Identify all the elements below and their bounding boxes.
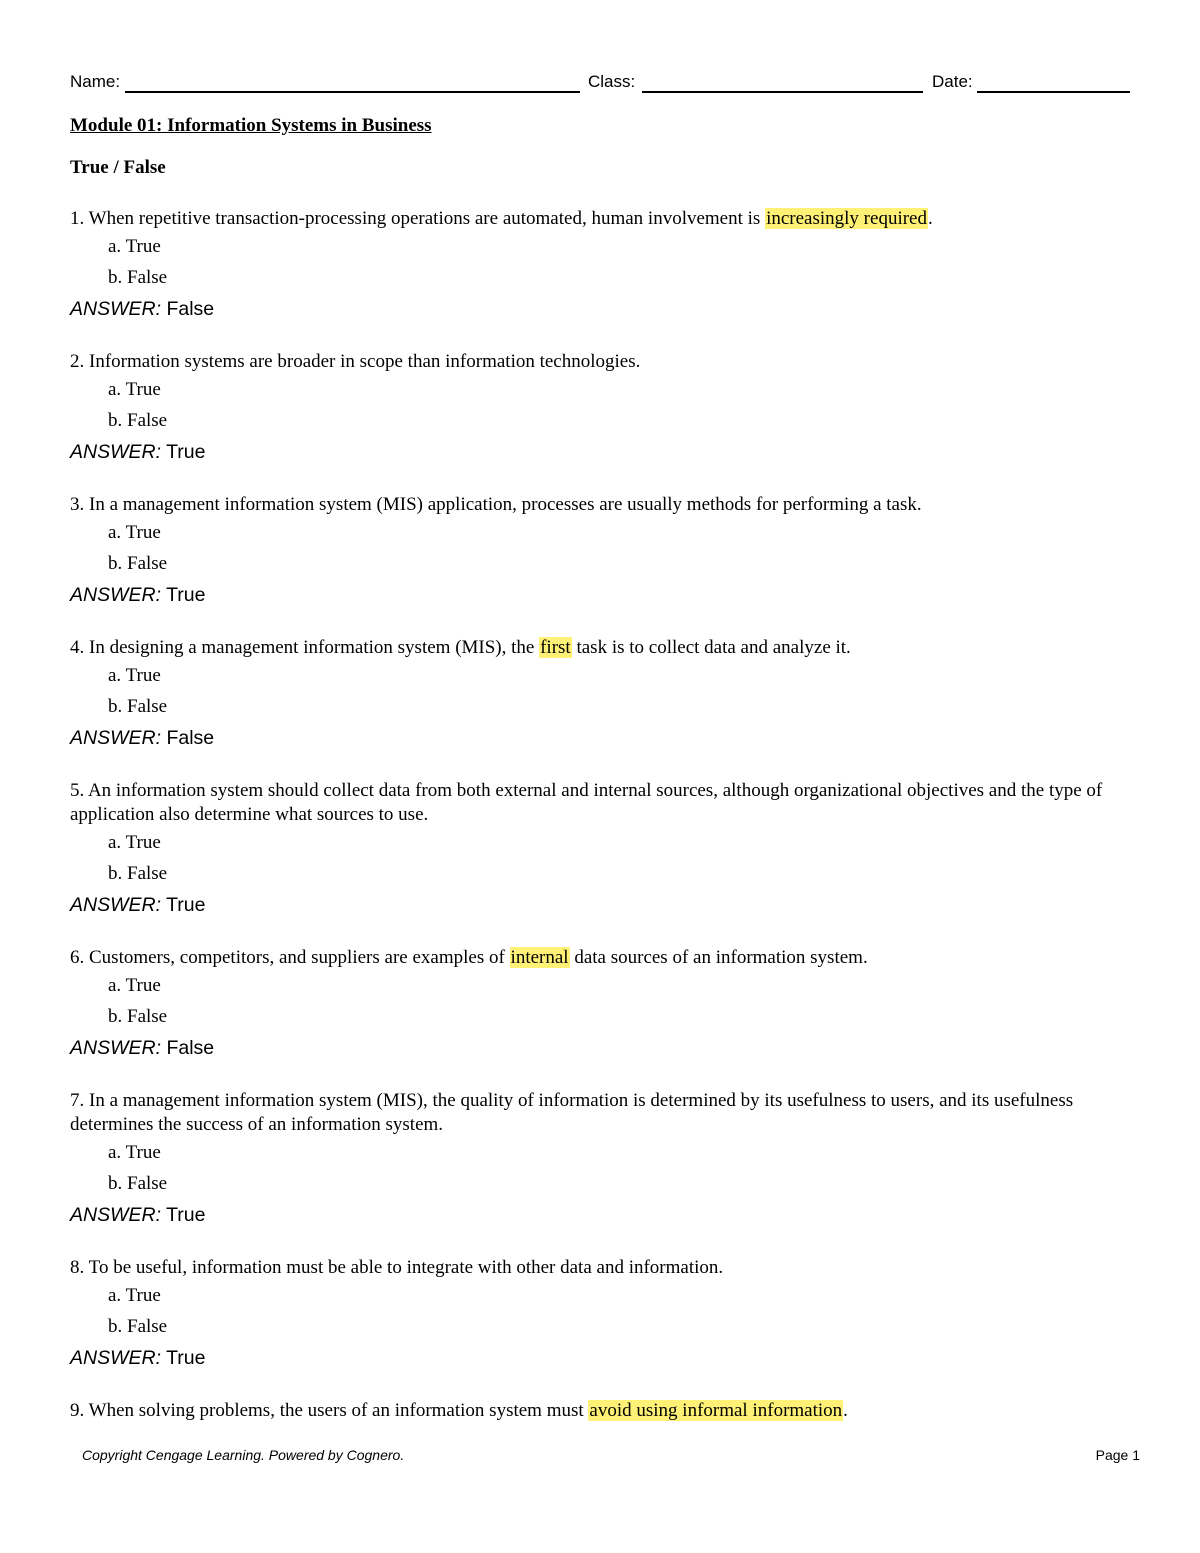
- highlighted-text: internal: [510, 947, 569, 968]
- highlighted-text: avoid using informal information: [589, 1400, 843, 1421]
- name-label: Name:: [70, 72, 121, 91]
- answer-options: [70, 231, 1140, 293]
- option-false: b. False: [108, 1173, 168, 1194]
- answer-options: [70, 827, 1140, 889]
- answer-label: ANSWER:: [70, 1347, 162, 1369]
- option-true: a. True: [108, 665, 161, 686]
- question-text: [70, 1089, 1140, 1137]
- section-title: True / False: [70, 157, 166, 178]
- answer-line: [70, 438, 1140, 466]
- answer-label: ANSWER:: [70, 298, 162, 320]
- answer-line: [70, 1201, 1140, 1229]
- answer-options: [70, 970, 1140, 1032]
- question-text-segment: .: [927, 208, 933, 229]
- answer-options: [70, 660, 1140, 722]
- answer-options: [70, 517, 1140, 579]
- option-true: a. True: [108, 236, 161, 257]
- question-text-segment: To be useful, information must be able to integrate with other data and information.: [88, 1257, 724, 1278]
- answer-value: True: [166, 894, 206, 916]
- option-true: a. True: [108, 379, 161, 400]
- question-item: [70, 1089, 1140, 1229]
- question-text: [70, 493, 1140, 517]
- date-line: [977, 91, 1130, 93]
- answer-options: [70, 1280, 1140, 1342]
- question-text-segment: An information system should collect data from both external and internal sources, although organizational objectives and the type of application also determine what sources to use.: [70, 780, 1103, 825]
- highlighted-text: increasingly required: [766, 208, 927, 229]
- question-item: [70, 493, 1140, 609]
- question-text-segment: In designing a management information system (MIS), the: [89, 637, 540, 658]
- question-item: [70, 1256, 1140, 1372]
- answer-line: [70, 295, 1140, 323]
- question-number: 3.: [70, 494, 85, 515]
- answer-line: [70, 891, 1140, 919]
- question-text: [70, 350, 1140, 374]
- answer-line: [70, 581, 1140, 609]
- option-true: a. True: [108, 832, 161, 853]
- answer-label: ANSWER:: [70, 584, 162, 606]
- class-line: [642, 91, 923, 93]
- question-text: [70, 1399, 1140, 1423]
- question-text-segment: task is to collect data and analyze it.: [571, 637, 851, 658]
- question-text: [70, 946, 1140, 970]
- answer-options: [70, 374, 1140, 436]
- option-true: a. True: [108, 975, 161, 996]
- option-false: b. False: [108, 1316, 168, 1337]
- question-text-segment: When repetitive transaction-processing operations are automated, human involvement is: [88, 208, 766, 229]
- question-number: 2.: [70, 351, 85, 372]
- question-text-segment: data sources of an information system.: [569, 947, 868, 968]
- copyright-text: Copyright Cengage Learning. Powered by Cognero.: [82, 1447, 405, 1463]
- option-true: a. True: [108, 1285, 161, 1306]
- question-number: 1.: [70, 208, 85, 229]
- option-true: a. True: [108, 522, 161, 543]
- option-false: b. False: [108, 267, 168, 288]
- question-number: 5.: [70, 780, 85, 801]
- page-footer: [70, 1447, 1140, 1467]
- question-text-segment: In a management information system (MIS) application, processes are usually methods for performing a task.: [89, 494, 922, 515]
- option-false: b. False: [108, 410, 168, 431]
- answer-value: True: [166, 441, 206, 463]
- question-text-segment: Customers, competitors, and suppliers are examples of: [89, 947, 510, 968]
- answer-label: ANSWER:: [70, 1204, 162, 1226]
- answer-label: ANSWER:: [70, 1037, 162, 1059]
- option-false: b. False: [108, 1006, 168, 1027]
- option-false: b. False: [108, 553, 168, 574]
- answer-value: True: [166, 1347, 206, 1369]
- student-info-header: [70, 72, 1130, 96]
- answer-options: [70, 1137, 1140, 1199]
- highlighted-text: first: [540, 637, 571, 658]
- answer-value: False: [166, 1037, 215, 1059]
- question-item: [70, 207, 1140, 323]
- question-text-segment: In a management information system (MIS), the quality of information is determined by its usefulness to users, and its usefulness determines the success of an information system.: [70, 1090, 1074, 1135]
- name-line: [125, 91, 580, 93]
- option-false: b. False: [108, 696, 168, 717]
- question-text-segment: Information systems are broader in scope than information technologies.: [89, 351, 641, 372]
- question-text-segment: When solving problems, the users of an information system must: [88, 1400, 589, 1421]
- question-text: [70, 779, 1140, 827]
- answer-value: True: [166, 584, 206, 606]
- question-list: [70, 207, 1140, 1450]
- module-title: Module 01: Information Systems in Business: [70, 115, 432, 136]
- class-label: Class:: [588, 72, 636, 91]
- answer-value: False: [166, 298, 215, 320]
- answer-label: ANSWER:: [70, 441, 162, 463]
- answer-value: True: [166, 1204, 206, 1226]
- answer-label: ANSWER:: [70, 894, 162, 916]
- answer-label: ANSWER:: [70, 727, 162, 749]
- question-number: 6.: [70, 947, 85, 968]
- option-false: b. False: [108, 863, 168, 884]
- question-number: 9.: [70, 1400, 85, 1421]
- question-text-segment: .: [843, 1400, 848, 1421]
- question-number: 4.: [70, 637, 85, 658]
- question-number: 8.: [70, 1257, 85, 1278]
- question-text: [70, 636, 1140, 660]
- option-true: a. True: [108, 1142, 161, 1163]
- date-label: Date:: [932, 72, 973, 91]
- question-item: [70, 350, 1140, 466]
- answer-line: [70, 724, 1140, 752]
- question-text: [70, 1256, 1140, 1280]
- question-item: [70, 779, 1140, 919]
- answer-line: [70, 1344, 1140, 1372]
- question-item: [70, 1399, 1140, 1423]
- question-item: [70, 636, 1140, 752]
- question-text: [70, 207, 1140, 231]
- question-item: [70, 946, 1140, 1062]
- question-number: 7.: [70, 1090, 85, 1111]
- answer-value: False: [166, 727, 215, 749]
- answer-line: [70, 1034, 1140, 1062]
- page-number: Page 1: [1095, 1447, 1140, 1463]
